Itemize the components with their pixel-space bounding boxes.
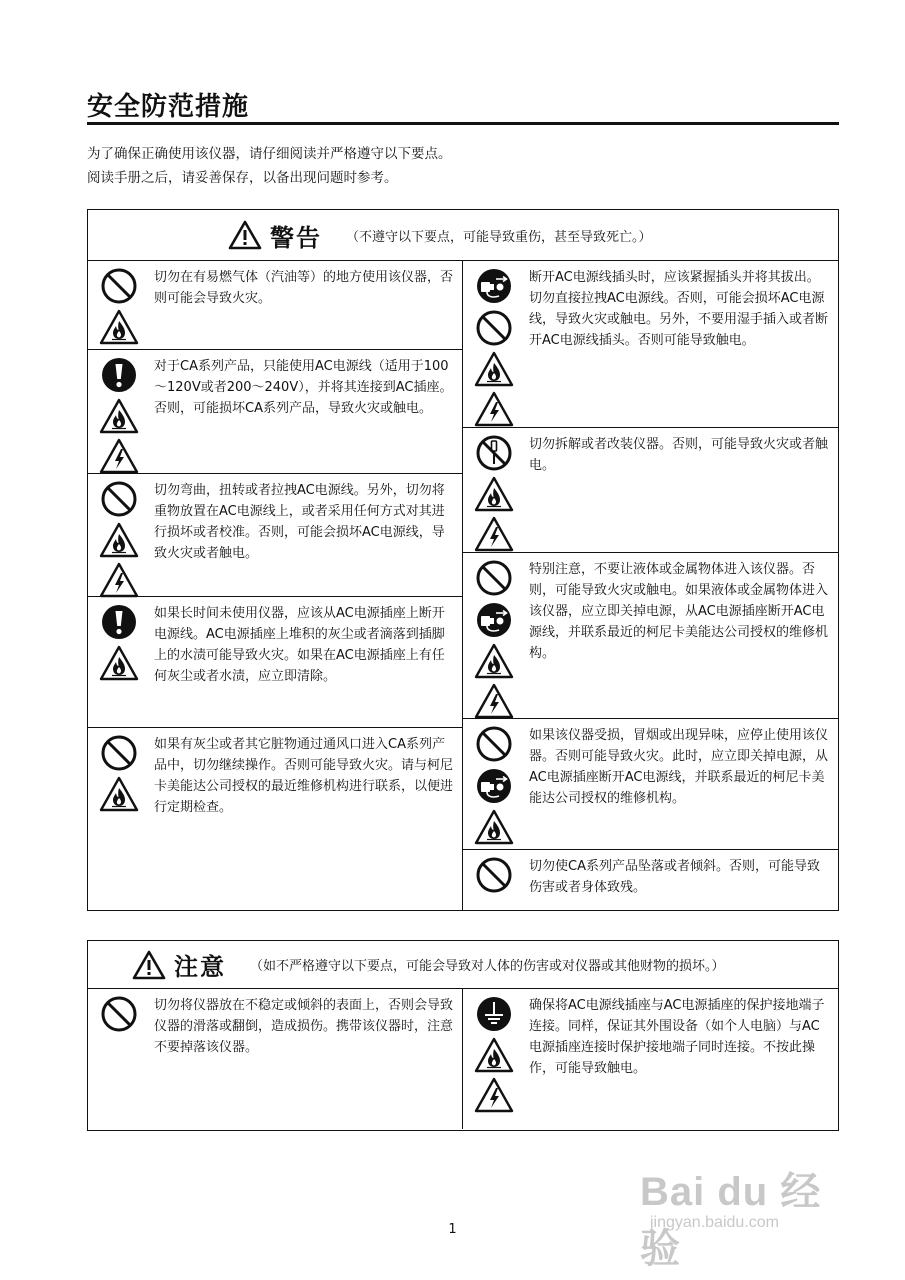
shock-warning-icon — [474, 516, 514, 552]
caution-note: （如不严格遵守以下要点，可能会导致对人体的伤害或对仪器或其他财物的损坏。） — [250, 959, 725, 974]
caution-box — [87, 940, 839, 1131]
item-text: 切勿拆解或者改装仪器。否则，可能导致火灾或者触电。 — [529, 437, 829, 473]
item-icons — [96, 356, 142, 467]
warning-item — [463, 719, 838, 850]
caution-right-column — [463, 989, 838, 1129]
warning-item — [88, 261, 462, 350]
caution-triangle-icon — [132, 950, 166, 980]
prohibition-icon — [475, 725, 513, 763]
intro — [87, 142, 452, 190]
warning-item — [88, 728, 462, 910]
item-text: 断开AC电源线插头时，应该紧握插头并将其拔出。切勿直接拉拽AC电源线。否则，可能会损坏AC电源线，导致火灾或触电。另外，不要用湿手插入或者断开AC电源线插头。否则可能导致触电。 — [529, 270, 829, 348]
prohibition-icon — [100, 480, 138, 518]
warning-triangle-icon — [228, 220, 262, 250]
item-icons — [471, 559, 517, 712]
item-text: 切勿使CA系列产品坠落或者倾斜。否则，可能导致伤害或者身体致残。 — [529, 859, 820, 895]
prohibition-icon — [100, 267, 138, 305]
warning-item — [463, 850, 838, 910]
warning-left-column — [88, 261, 463, 910]
item-text: 如果该仪器受损，冒烟或出现异味，应停止使用该仪器。否则可能导致火灾。此时，应立即关掉电源，从AC电源插座断开AC电源线，并联系最近的柯尼卡美能达公司授权的维修机构。 — [529, 728, 829, 806]
item-icons — [471, 434, 517, 546]
fire-warning-icon — [474, 643, 514, 679]
watermark-logo: Bai du 经验 — [640, 1170, 822, 1271]
fire-warning-icon — [99, 309, 139, 345]
shock-warning-icon — [99, 438, 139, 474]
caution-item — [463, 989, 838, 1129]
item-icons — [471, 995, 517, 1123]
fire-warning-icon — [99, 522, 139, 558]
watermark-url: jingyan.baidu.com — [650, 1214, 779, 1231]
item-icons — [471, 856, 517, 904]
caution-left-column — [88, 989, 463, 1129]
prohibition-icon — [475, 559, 513, 597]
no-disassembly-icon — [475, 434, 513, 472]
ground-icon — [475, 995, 513, 1033]
item-text: 如果长时间未使用仪器，应该从AC电源插座上断开电源线。AC电源插座上堆积的灰尘或者滴落到插脚上的水渍可能导致火灾。如果在AC电源插座上有任何灰尘或者水渍，应立即清除。 — [154, 606, 445, 684]
item-text: 切勿将仪器放在不稳定或倾斜的表面上，否则会导致仪器的滑落或翻倒，造成损伤。携带该仪器时，注意不要掉落该仪器。 — [154, 998, 454, 1055]
intro-line: 阅读手册之后，请妥善保存，以备出现问题时参考。 — [87, 170, 398, 186]
fire-warning-icon — [99, 398, 139, 434]
fire-warning-icon — [99, 645, 139, 681]
shock-warning-icon — [99, 562, 139, 598]
shock-warning-icon — [474, 1077, 514, 1113]
warning-right-column — [463, 261, 838, 910]
page-number: 1 — [448, 1222, 457, 1237]
prohibition-icon — [100, 734, 138, 772]
item-icons — [96, 995, 142, 1123]
fire-warning-icon — [474, 476, 514, 512]
item-icons — [96, 480, 142, 590]
title-rule — [87, 122, 839, 125]
warning-header — [88, 210, 838, 261]
item-icons — [96, 267, 142, 343]
warning-item — [463, 428, 838, 553]
prohibition-icon — [100, 995, 138, 1033]
warning-label: 警告 — [270, 223, 322, 252]
item-text: 如果有灰尘或者其它脏物通过通风口进入CA系列产品中，切勿继续操作。否则可能导致火灾。请与柯尼卡美能达公司授权的最近维修机构进行联系，以便进行定期检查。 — [154, 737, 454, 815]
caution-label: 注意 — [174, 953, 226, 981]
item-icons — [471, 725, 517, 843]
mandatory-icon — [100, 603, 138, 641]
fire-warning-icon — [474, 351, 514, 387]
intro-line: 为了确保正确使用该仪器，请仔细阅读并严格遵守以下要点。 — [87, 146, 452, 162]
warning-item — [463, 261, 838, 428]
warning-box — [87, 209, 839, 911]
shock-warning-icon — [474, 391, 514, 427]
fire-warning-icon — [99, 776, 139, 812]
warning-item — [88, 474, 462, 597]
mandatory-icon — [100, 356, 138, 394]
item-text: 切勿在有易燃气体（汽油等）的地方使用该仪器，否则可能会导致火灾。 — [154, 270, 454, 306]
unplug-icon — [475, 767, 513, 805]
prohibition-icon — [475, 309, 513, 347]
prohibition-icon — [475, 856, 513, 894]
item-text: 确保将AC电源线插座与AC电源插座的保护接地端子连接。同样，保证其外围设备（如个人电脑）与AC电源插座连接时保护接地端子同时连接。不按此操作，可能导致触电。 — [529, 998, 825, 1076]
page-title: 安全防范措施 — [87, 92, 250, 122]
item-icons — [96, 734, 142, 904]
warning-item — [463, 553, 838, 719]
caution-header — [88, 941, 838, 989]
warning-item — [88, 350, 462, 474]
item-text: 对于CA系列产品，只能使用AC电源线（适用于100～120V或者200～240V），并将其连接到AC插座。否则，可能损坏CA系列产品，导致火灾或触电。 — [154, 359, 453, 416]
item-text: 特别注意，不要让液体或金属物体进入该仪器。否则，可能导致火灾或触电。如果液体或金属物体进入该仪器，应立即关掉电源，从AC电源插座断开AC电源线，并联系最近的柯尼卡美能达公司授权的维修机构。 — [529, 562, 829, 661]
shock-warning-icon — [474, 683, 514, 719]
caution-item — [88, 989, 462, 1129]
unplug-icon — [475, 601, 513, 639]
item-icons — [471, 267, 517, 421]
item-icons — [96, 603, 142, 721]
item-text: 切勿弯曲，扭转或者拉拽AC电源线。另外，切勿将重物放置在AC电源线上，或者采用任何方式对其进行损坏或者校准。否则，可能会损坏AC电源线，导致火灾或者触电。 — [154, 483, 445, 561]
warning-note: （不遵守以下要点，可能导致重伤，甚至导致死亡。） — [346, 229, 652, 245]
unplug-icon — [475, 267, 513, 305]
fire-warning-icon — [474, 809, 514, 845]
warning-item — [88, 597, 462, 728]
fire-warning-icon — [474, 1037, 514, 1073]
